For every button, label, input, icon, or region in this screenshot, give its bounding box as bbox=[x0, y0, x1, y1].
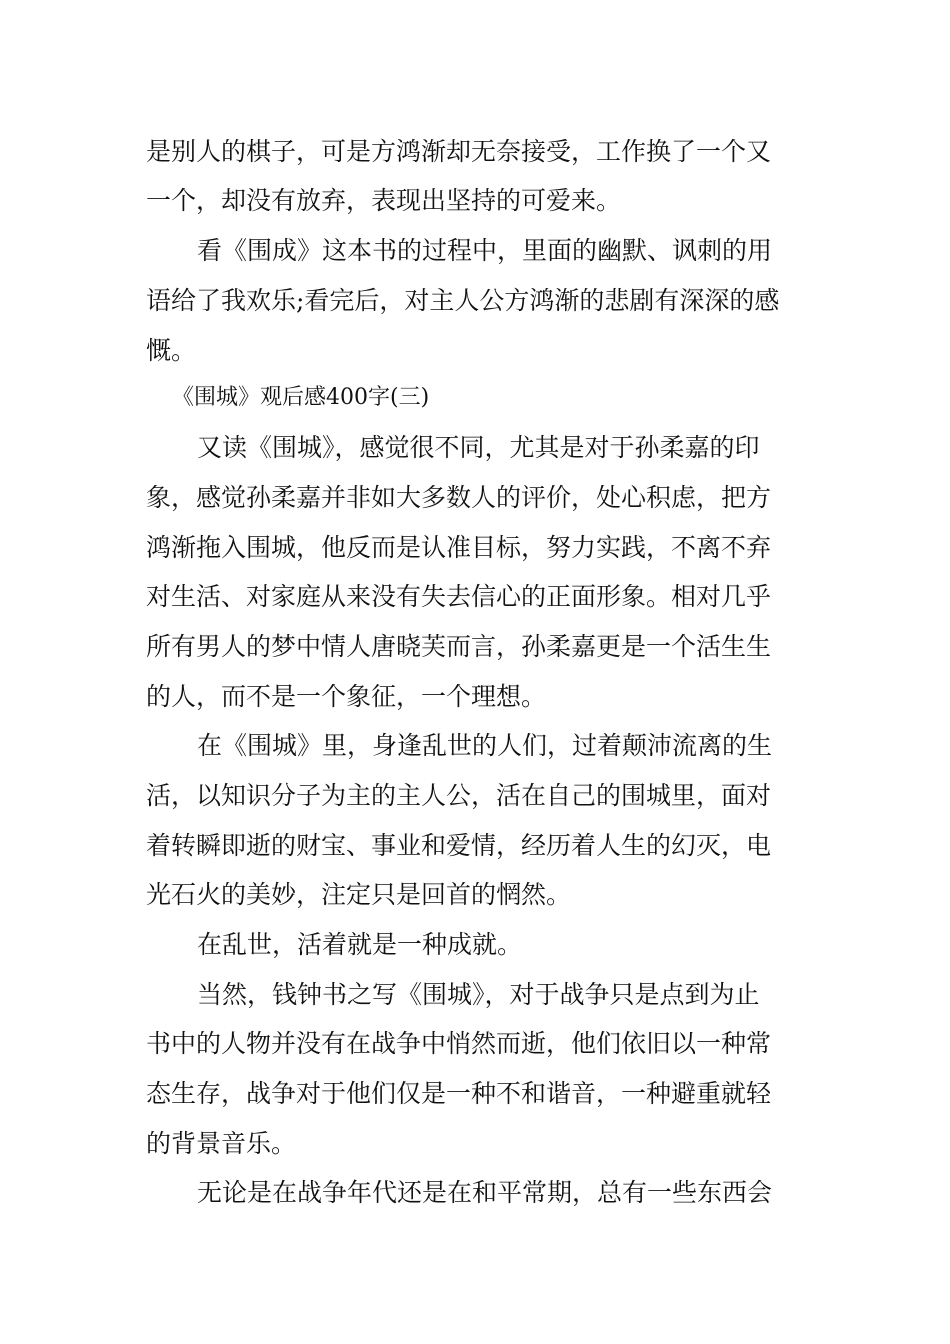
text-line: 所有男人的梦中情人唐晓芙而言，孙柔嘉更是一个活生生 bbox=[146, 632, 772, 661]
text-line: 光石火的美妙，注定只是回首的惘然。 bbox=[146, 880, 572, 909]
text-line: 语给了我欢乐;看完后，对主人公方鸿渐的悲剧有深深的感 bbox=[146, 286, 780, 315]
text-line: 的背景音乐。 bbox=[146, 1129, 297, 1158]
text-line: 无论是在战争年代还是在和平常期，总有一些东西会 bbox=[197, 1178, 773, 1207]
text-line: 当然，钱钟书之写《围城》，对于战争只是点到为止 bbox=[197, 980, 760, 1009]
text-line: 态生存，战争对于他们仅是一种不和谐音，一种避重就轻 bbox=[146, 1079, 772, 1108]
text-line: 着转瞬即逝的财宝、事业和爱情，经历着人生的幻灭，电 bbox=[146, 831, 772, 860]
text-line: 一个，却没有放弃，表现出坚持的可爱来。 bbox=[146, 186, 622, 215]
text-line: 书中的人物并没有在战争中悄然而逝，他们依旧以一种常 bbox=[146, 1029, 772, 1058]
text-line: 看《围成》这本书的过程中，里面的幽默、讽刺的用 bbox=[197, 236, 773, 265]
text-line: 在乱世，活着就是一种成就。 bbox=[197, 930, 523, 959]
text-line: 象，感觉孙柔嘉并非如大多数人的评价，处心积虑，把方 bbox=[146, 483, 772, 512]
text-line: 鸿渐拖入围城，他反而是认准目标，努力实践，不离不弃 bbox=[146, 533, 772, 562]
section-heading: 《围城》观后感400字(三) bbox=[172, 385, 430, 410]
text-line: 在《围城》里，身逢乱世的人们，过着颠沛流离的生 bbox=[197, 731, 773, 760]
text-line: 活，以知识分子为主的主人公，活在自己的围城里，面对 bbox=[146, 781, 772, 810]
text-line: 的人，而不是一个象征，一个理想。 bbox=[146, 682, 547, 711]
text-line: 慨。 bbox=[146, 336, 197, 365]
text-line: 又读《围城》，感觉很不同，尤其是对于孙柔嘉的印 bbox=[197, 433, 760, 462]
text-line: 是别人的棋子，可是方鸿渐却无奈接受，工作换了一个又 bbox=[146, 137, 772, 166]
text-line: 对生活、对家庭从来没有失去信心的正面形象。相对几乎 bbox=[146, 582, 772, 611]
